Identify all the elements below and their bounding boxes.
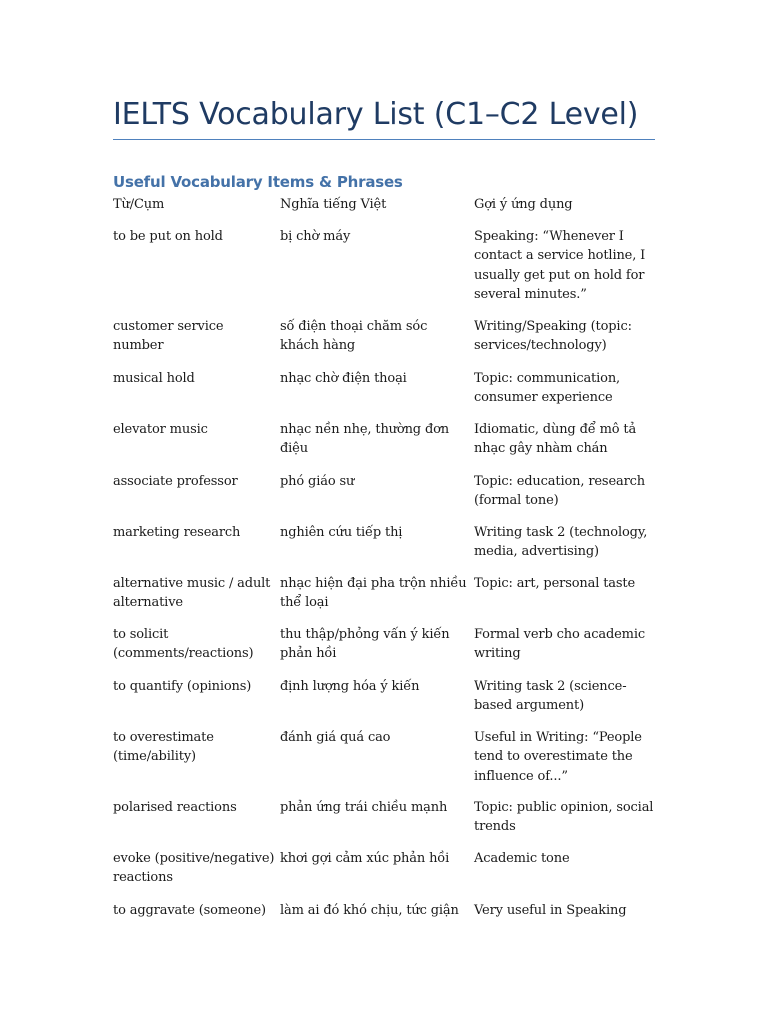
meaning-cell: làm ai đó khó chịu, tức giận [280,903,459,918]
term-cell: evoke (positive/negative) reactions [113,851,275,886]
table-row [113,227,658,317]
title-underline [113,139,655,140]
table-row [113,625,658,677]
usage-cell: Very useful in Speaking [474,903,627,918]
table-row [113,574,658,625]
meaning-cell: định lượng hóa ý kiến [280,679,420,694]
table-row [113,523,658,574]
table-row [113,420,658,472]
table-row [113,369,658,420]
term-cell: to aggravate (someone) [113,903,266,918]
usage-cell: Topic: art, personal taste [474,576,636,591]
usage-cell: Topic: education, research (formal tone) [474,474,646,509]
usage-cell: Topic: communication, consumer experience [474,371,621,406]
term-cell: alternative music / adult alternative [113,576,271,611]
table-row [113,798,658,849]
meaning-cell: nhạc chờ điện thoại [280,371,407,386]
term-cell: musical hold [113,371,195,386]
usage-cell: Useful in Writing: “People tend to overestimate the influence of...” [474,730,642,784]
term-cell: to solicit (comments/reactions) [113,627,254,662]
meaning-cell: số điện thoại chăm sóc khách hàng [280,319,428,354]
usage-cell: Speaking: “Whenever I contact a service hotline, I usually get put on hold for several minutes.” [474,229,646,303]
document-title: IELTS Vocabulary List (C1–C2 Level) [113,97,639,132]
meaning-cell: phó giáo sư [280,474,355,489]
table-header-row [113,195,658,227]
term-cell: to be put on hold [113,229,223,244]
meaning-cell: thu thập/phỏng vấn ý kiến phản hồi [280,627,450,662]
table-row [113,677,658,728]
vocabulary-table [113,195,658,941]
meaning-cell: phản ứng trái chiều mạnh [280,800,448,815]
usage-cell: Idiomatic, dùng để mô tả nhạc gây nhàm chán [474,422,637,457]
usage-cell: Writing/Speaking (topic: services/technology) [474,319,632,354]
usage-cell: Writing task 2 (science-based argument) [474,679,627,714]
term-cell: polarised reactions [113,800,237,815]
meaning-cell: đánh giá quá cao [280,730,391,745]
term-cell: marketing research [113,525,241,540]
usage-cell: Formal verb cho academic writing [474,627,645,662]
usage-cell: Academic tone [474,851,570,866]
meaning-cell: nhạc nền nhẹ, thường đơn điệu [280,422,450,457]
header-cell-meaning: Nghĩa tiếng Việt [280,197,387,212]
term-cell: to overestimate (time/ability) [113,730,214,765]
meaning-cell: nghiên cứu tiếp thị [280,525,403,540]
table-row [113,728,658,798]
header-cell-usage: Gợi ý ứng dụng [474,197,573,212]
table-row [113,849,658,901]
table-row [113,901,658,941]
term-cell: elevator music [113,422,208,437]
meaning-cell: khơi gợi cảm xúc phản hồi [280,851,450,866]
usage-cell: Topic: public opinion, social trends [474,800,654,835]
table-row [113,472,658,523]
meaning-cell: bị chờ máy [280,229,351,244]
term-cell: customer service number [113,319,224,354]
header-cell-term: Từ/Cụm [113,197,165,212]
meaning-cell: nhạc hiện đại pha trộn nhiều thể loại [280,576,467,611]
section-heading: Useful Vocabulary Items & Phrases [113,173,403,191]
table-row [113,317,658,369]
usage-cell: Writing task 2 (technology, media, advertising) [474,525,648,560]
term-cell: to quantify (opinions) [113,679,252,694]
term-cell: associate professor [113,474,238,489]
